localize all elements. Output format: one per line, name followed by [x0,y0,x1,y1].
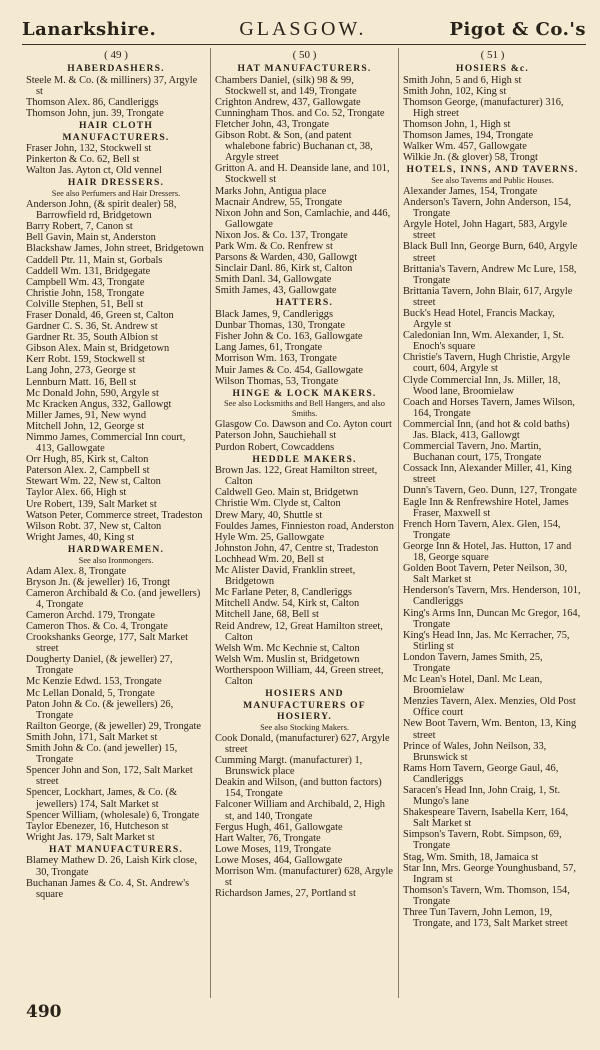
directory-entry: Mitchell Jane, 68, Bell st [215,609,319,621]
directory-entry: Christie's Tavern, Hugh Christie, Argyle court, 604, Argyle st [403,352,570,375]
directory-entry: Park Wm. & Co. Renfrew st [215,241,333,252]
directory-entry: Bryson Jn. (& jeweller) 16, Trongt [26,576,171,588]
directory-entry: Mitchell John, 12, George st [26,420,145,432]
directory-entry: Dunbar Thomas, 130, Trongate [215,320,345,332]
directory-entry: King's Head Inn, Jas. Mc Kerracher, 75, Stirling st [403,629,570,652]
directory-entry: Blamey Mathew D. 26, Laish Kirk close, 30, Trongate [26,855,198,878]
directory-entry: Golden Boot Tavern, Peter Neilson, 30, Salt Market st [403,563,568,586]
directory-entry: Lennburn Matt. 16, Bell st [26,376,137,388]
directory-entry: Menzies Tavern, Alex. Menzies, Old Post Office court [403,696,576,719]
directory-entry: Kerr Robt. 159, Stockwell st [26,354,145,366]
directory-entry: Macnair Andrew, 55, Trongate [215,196,343,208]
directory-entry: Falconer William and Archibald, 2, High st, and 140, Trongate [215,799,385,822]
directory-entry: Morrison Wm. 163, Trongate [215,353,337,365]
directory-column-left [22,48,210,998]
directory-entry: Eagle Inn & Renfrewshire Hotel, James Fraser, Maxwell st [403,496,569,519]
section-heading: HAT MANUFACTURERS. [237,63,372,74]
directory-entry: Star Inn, Mrs. George Younghusband, 57, Ingram st [403,862,576,885]
directory-entry: Shakespeare Tavern, Isabella Kerr, 164, Salt Market st [403,807,569,830]
directory-entry: Paton John & Co. (& jewellers) 26, Trongate [26,698,174,721]
directory-entry: Fraser Donald, 46, Green st, Calton [26,309,174,321]
directory-entry: Smith John, 102, King st [403,85,507,97]
directory-entry: Crookshanks George, 177, Salt Market street [26,632,188,655]
directory-entry: Caldwell Geo. Main st, Bridgetwn [215,487,359,499]
directory-entry: Gibson Alex. Main st, Bridgetown [26,343,170,355]
directory-entry: Mc Kracken Angus, 332, Gallowgt [26,398,172,410]
directory-entry: Paterson Alex. 2, Campbell st [26,465,150,477]
directory-entry: Lang John, 273, George st [26,365,136,377]
directory-entry: Walton Jas. Ayton ct, Old vennel [26,165,162,177]
section-heading: HINGE & LOCK MAKERS. [232,387,377,399]
section-heading: HOSIERS AND MANUFACTURERS OF HOSIERY. [243,688,366,723]
directory-entry: Watson Peter, Commerce street, Tradeston [26,509,203,521]
directory-entry: Lang James, 61, Trongate [215,342,323,354]
directory-entry: Mc Lean's Hotel, Danl. Mc Lean, Broomielaw [403,674,543,697]
directory-entry: Muir James & Co. 454, Gallowgate [215,364,364,376]
directory-entry: Buchanan James & Co. 4, St. Andrew's square [26,877,190,900]
directory-entry: Nixon John and Son, Camlachie, and 446, Gallowgate [215,207,391,230]
directory-entry: Rams Horn Tavern, George Gaul, 46, Candleriggs [403,762,559,785]
directory-entry: Stag, Wm. Smith, 18, Jamaica st [403,851,539,863]
section-heading: HOSIERS &c. [456,63,529,74]
directory-entry: Alexander James, 154, Trongate [403,185,538,197]
directory-entry: Richardson James, 27, Portland st [215,888,356,900]
directory-entry: Smith John, 171, Salt Market st [26,731,158,743]
directory-entry: Fraser John, 132, Stockwell st [26,143,152,155]
directory-entry: Cameron Thos. & Co. 4, Trongate [26,621,168,632]
directory-entry: Miller James, 91, New wynd [26,409,147,421]
directory-entry: Dunn's Tavern, Geo. Dunn, 127, Trongate [403,485,577,497]
cross-reference-note: See also Stocking Makers. [260,722,349,732]
directory-entry: Thomson George, (manufacturer) 316, High street [403,96,564,119]
directory-entry: Gibson Robt. & Son, (and patent whalebone fabric) Buchanan ct, 38, Argyle street [215,130,373,164]
directory-entry: Campbell Wm. 43, Trongate [26,276,145,288]
directory-entry: Wright James, 40, King st [26,531,135,543]
directory-column-middle [210,48,398,998]
directory-entry: Cossack Inn, Alexander Miller, 41, King street [403,463,572,486]
directory-entry: Drew Mary, 40, Shuttle st [215,509,323,521]
directory-entry: Thomson Alex. 86, Candleriggs [26,96,159,108]
directory-entry: Gritton A. and H. Deanside lane, and 101, Stockwell st [215,163,390,186]
directory-entry: Coach and Horses Tavern, James Wilson, 164, Trongate [403,396,575,419]
directory-entry: Gardner C. S. 36, St. Andrew st [26,321,158,333]
directory-entry: London Tavern, James Smith, 25, Trongate [403,651,543,674]
directory-entry: George Inn & Hotel, Jas. Hutton, 17 and 18, George square [403,540,572,564]
directory-entry: Wilson Robt. 37, New st, Calton [26,520,162,532]
column-page-number: ( 50 ) [292,49,317,61]
directory-entry: Fisher John & Co. 163, Gallowgate [215,331,363,343]
directory-entry: Ure Robert, 139, Salt Market st [26,498,157,510]
directory-entry: Barry Robert, 7, Canon st [26,221,133,233]
directory-entry: Marks John, Antigua place [215,185,327,197]
directory-entry: Caledonian Inn, Wm. Alexander, 1, St. Enoch's square [403,330,564,353]
directory-entry: Reid Andrew, 12, Great Hamilton street, Calton [215,620,383,643]
directory-entry: Three Tun Tavern, John Lemon, 19, Trongate, and 173, Salt Market street [403,907,568,930]
directory-entry: Spencer, Lockhart, James, & Co. (& jewellers) 174, Salt Market st [26,787,178,810]
directory-entry: Spencer John and Son, 172, Salt Market street [26,765,193,788]
directory-entry: Wright Jas. 179, Salt Market st [26,831,155,843]
directory-entry: Argyle Hotel, John Hagart, 583, Argyle street [403,219,568,242]
directory-entry: Hart Walter, 76, Trongate [215,832,321,844]
directory-entry: Stewart Wm. 22, New st, Calton [26,476,161,488]
directory-column-right [398,48,586,998]
directory-entry: Anderson's Tavern, John Anderson, 154, Trongate [403,197,572,220]
directory-entry: Pinkerton & Co. 62, Bell st [26,154,140,166]
directory-entry: Lowe Moses, 119, Trongate [215,843,331,855]
publisher-heading: Pigot & Co.'s [449,19,586,40]
directory-entry: Mc Alister David, Franklin street, Bridgetown [215,565,356,588]
directory-entry: Dougherty Daniel, (& jeweller) 27, Trongate [26,654,173,677]
section-heading: HAT MANUFACTURERS. [48,843,184,855]
directory-entry: Wortherspoon William, 44, Green street, Calton [215,664,384,687]
directory-entry: Sinclair Danl. 86, Kirk st, Calton [215,263,353,275]
directory-entry: French Horn Tavern, Alex. Glen, 154, Trongate [403,518,561,541]
directory-entry: Colville Stephen, 51, Bell st [26,298,144,310]
directory-entry: Thomson John, jun. 39, Trongate [26,107,164,119]
directory-entry: Smith John, 5 and 6, High st [403,74,522,86]
section-heading: HAIR DRESSERS. [67,177,165,189]
directory-entry: Gardner Rt. 35, South Albion st [26,332,158,344]
directory-entry: Orr Hugh, 85, Kirk st, Calton [26,454,149,466]
directory-entry: Simpson's Tavern, Robt. Simpson, 69, Trongate [403,829,562,852]
directory-entry: Caddell Ptr. 11, Main st, Gorbals [26,254,163,266]
folio-number: 490 [26,1002,62,1022]
section-heading: HARDWAREMEN. [67,543,165,555]
directory-entry: Commercial Inn, (and hot & cold baths) Jas. Black, 413, Gallowgt [403,418,570,441]
directory-entry: Black Bull Inn, George Burn, 640, Argyle street [403,241,578,264]
directory-entry: Lowe Moses, 464, Gallowgate [215,854,343,866]
directory-entry: Cumming Margt. (manufacturer) 1, Brunswick place [215,755,363,778]
directory-entry: Bell Gavin, Main st, Anderston [26,232,156,244]
directory-entry: Henderson's Tavern, Mrs. Henderson, 101, Candleriggs [403,585,581,608]
town-heading: GLASGOW. [239,18,367,40]
directory-entry: Mc Donald John, 590, Argyle st [26,387,159,399]
directory-entry: Thomson James, 194, Trongate [403,130,534,142]
directory-entry: Taylor Alex. 66, High st [26,487,127,499]
column-page-number: ( 51 ) [480,49,505,61]
directory-columns [22,48,588,998]
directory-entry: Glasgow Co. Dawson and Co. Ayton court [215,419,392,431]
directory-entry: Cameron Archd. 179, Trongate [26,609,156,621]
directory-entry: Saracen's Head Inn, John Craig, 1, St. Mungo's lane [403,785,561,808]
directory-entry: Christie Wm. Clyde st, Calton [215,498,341,510]
directory-entry: Black James, 9, Candleriggs [215,309,334,321]
directory-entry: Railton George, (& jeweller) 29, Trongate [26,720,201,732]
cross-reference-note: See also Taverns and Public Houses. [431,175,554,185]
directory-entry: Nimmo James, Commercial Inn court, 413, Gallowgate [26,432,186,455]
directory-entry: Cook Donald, (manufacturer) 627, Argyle street [215,732,390,755]
directory-entry: Spencer William, (wholesale) 6, Trongate [26,809,200,821]
section-heading: HABERDASHERS. [67,63,165,74]
directory-entry: Hyle Wm. 25, Gallowgate [215,531,325,543]
directory-entry: Prince of Wales, John Neilson, 33, Brunswick st [403,740,547,763]
directory-entry: King's Arms Inn, Duncan Mc Gregor, 164, Trongate [403,607,581,630]
directory-entry: Thomson John, 1, High st [403,118,511,130]
directory-entry: Mc Kenzie Edwd. 153, Trongate [26,676,162,688]
directory-entry: Wilson Thomas, 53, Trongate [215,375,339,387]
directory-entry: Anderson John, (& spirit dealer) 58, Barrowfield rd, Bridgetown [26,199,177,222]
directory-entry: Christie John, 158, Trongate [26,287,145,299]
running-header [22,18,586,45]
directory-entry: Buck's Head Hotel, Francis Mackay, Argyle st [403,307,555,331]
directory-entry: Brittania's Tavern, Andrew Mc Lure, 158, Trongate [403,263,577,286]
directory-entry: Cunningham Thos. and Co. 52, Trongate [215,107,385,119]
directory-entry: Fletcher John, 43, Trongate [215,118,330,130]
directory-entry: Deakin and Wilson, (and button factors) 154, Trongate [215,777,382,800]
directory-entry: Mc Lellan Donald, 5, Trongate [26,687,155,699]
directory-entry: Wilkie Jn. (& glover) 58, Trongt [403,152,538,164]
cross-reference-note: See also Perfumers and Hair Dressers. [51,189,181,199]
directory-entry: Caddell Wm. 131, Bridgegate [26,265,151,277]
directory-entry: Welsh Wm. Mc Kechnie st, Calton [215,642,360,654]
cross-reference-note: See also Ironmongers. [78,555,154,565]
directory-entry: Mc Farlane Peter, 8, Candleriggs [215,587,352,599]
directory-entry: Purdon Robert, Cowcaddens [215,441,335,453]
directory-entry: Nixon Jos. & Co. 137, Trongate [215,229,348,241]
directory-entry: Steele M. & Co. (& milliners) 37, Argyle st [26,74,198,97]
directory-entry: Lochhead Wm. 20, Bell st [215,553,324,565]
directory-entry: Taylor Ebenezer, 16, Hutcheson st [26,820,169,832]
directory-entry: Crighton Andrew, 437, Gallowgate [215,96,361,108]
directory-entry: Walker Wm. 457, Gallowgate [403,141,527,153]
section-heading: HOTELS, INNS, AND TAVERNS. [406,164,579,176]
directory-entry: Smith Danl. 34, Gallowgate [215,274,332,286]
directory-entry: Welsh Wm. Muslin st, Bridgetown [215,653,360,665]
directory-entry: Brown Jas. 122, Great Hamilton street, Calton [215,465,378,488]
directory-entry: Parsons & Warden, 430, Gallowgt [215,252,358,264]
section-heading: HATTERS. [275,297,334,309]
directory-entry: Fouldes James, Finnieston road, Anderston [215,520,394,532]
directory-entry: Cameron Archibald & Co. (and jewellers) 4, Trongate [26,587,201,610]
directory-entry: Brittania Tavern, John Blair, 617, Argyle street [403,285,573,308]
directory-entry: Smith John & Co. (and jeweller) 15, Trongate [26,743,178,766]
directory-entry: Chambers Daniel, (silk) 98 & 99, Stockwell st, and 149, Trongate [215,74,357,97]
cross-reference-note: See also Locksmiths and Bell Hangers, and also Smiths. [224,399,385,419]
directory-entry: Thomson's Tavern, Wm. Thomson, 154, Trongate [403,884,570,907]
directory-entry: Blackshaw James, John street, Bridgetown [26,243,204,255]
directory-entry: Morrison Wm. (manufacturer) 628, Argyle st [215,865,393,889]
section-heading: HEDDLE MAKERS. [252,453,357,465]
directory-entry: Clyde Commercial Inn, Js. Miller, 18, Wood lane, Broomielaw [403,374,561,397]
directory-entry: Fergus Hugh, 461, Gallowgate [215,821,343,833]
section-heading: HAIR CLOTH MANUFACTURERS. [62,119,170,143]
directory-entry: Commercial Tavern, Jno. Martin, Buchanan court, 175, Trongate [403,441,542,464]
directory-entry: New Boot Tavern, Wm. Benton, 13, King street [403,718,577,741]
column-page-number: ( 49 ) [104,49,128,61]
directory-entry: Smith James, 43, Gallowgate [215,285,337,297]
directory-entry: Adam Alex. 8, Trongate [26,565,127,577]
directory-entry: Johnston John, 47, Centre st, Tradeston [215,542,379,554]
county-heading: Lanarkshire. [22,19,157,40]
directory-entry: Mitchell Andw. 54, Kirk st, Calton [215,598,360,610]
directory-entry: Paterson John, Sauchiehall st [215,430,337,442]
